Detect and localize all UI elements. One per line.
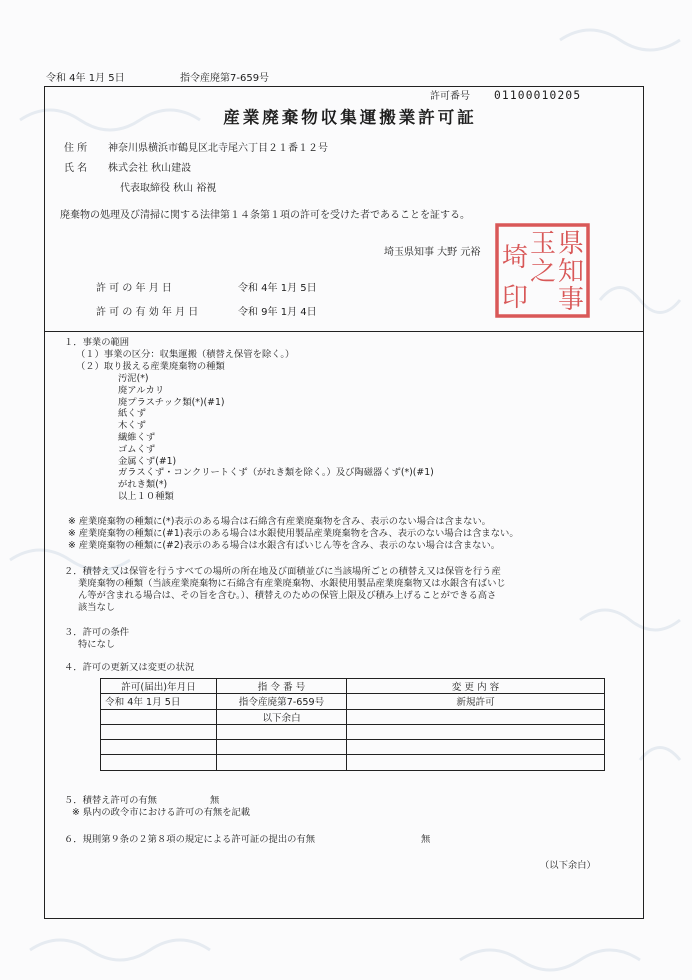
expiry-date-label: 許 可 の 有 効 年 月 日 [96, 307, 199, 318]
column-header: 指 令 番 号 [217, 679, 347, 694]
column-header: 変 更 内 容 [347, 679, 605, 694]
table-row [101, 740, 605, 755]
table-cell: 指令産廃第7-659号 [217, 694, 347, 709]
seal-char-7: 印 [502, 283, 529, 313]
note-mercury-dust: ※ 産業廃棄物の種類に(#2)表示のある場合は水銀含有ばいじん等を含み、表示のない場合は含まない。 [68, 540, 501, 551]
permit-number-label: 許可番号 [430, 91, 470, 102]
note-asbestos: ※ 産業廃棄物の種類に(*)表示のある場合は石綿含有産業廃棄物を含み、表示のない場合は含まない。 [68, 516, 491, 527]
table-cell [347, 740, 605, 755]
waste-type-item: 紙くず [118, 408, 146, 420]
waste-type-item: 金属くず(#1) [118, 455, 177, 467]
waste-types-heading: （２）取り扱える産業廃棄物の種類 [76, 361, 225, 372]
waste-type-item: 廃プラスチック類(*)(#1) [118, 396, 225, 408]
table-header-row [101, 679, 605, 694]
seal-char-3: 事 [558, 285, 585, 315]
representative: 代表取締役 秋山 裕視 [120, 183, 217, 194]
address: 神奈川県横浜市鶴見区北寺尾六丁目２１番１２号 [108, 143, 328, 154]
section-divider [44, 331, 644, 332]
section4-heading: ４．許可の更新又は変更の状況 [64, 662, 195, 673]
waste-type-item: 木くず [118, 420, 146, 432]
table-row [101, 755, 605, 770]
seal-char-4: 玉 [530, 229, 557, 259]
section2-heading: ２．積替え又は保管を行うすべての場所の所在地及び面積並びに当該場所ごとの積替え又は保管を行う産 [64, 566, 501, 577]
waste-types-list [118, 373, 434, 503]
permit-date: 令和 4年 1月 5日 [238, 283, 317, 294]
permit-number: 01100010205 [494, 89, 582, 102]
section6-heading: ６．規則第９条の２第８項の規定による許可証の提出の有無 [64, 834, 316, 845]
table-row [101, 724, 605, 739]
column-header: 許可(届出)年月日 [101, 679, 217, 694]
issuer: 埼玉県知事 大野 元裕 [384, 247, 481, 258]
issue-date: 令和 4年 1月 5日 [46, 73, 125, 84]
section2-line: ん等が含まれる場合は、その旨を含む。）、積替えのための保管上限及び積み上げることができる高さ [78, 590, 497, 601]
table-cell [101, 709, 217, 724]
seal-char-1: 県 [558, 229, 585, 259]
waste-type-item: ガラスくず・コンクリートくず（がれき類を除く。）及び陶磁器くず(*)(#1) [118, 467, 434, 479]
section6-value: 無 [421, 834, 431, 845]
section5-heading: ５．積替え許可の有無 [64, 795, 157, 806]
waste-type-item: 汚泥(*) [118, 373, 149, 384]
section5-note: ※ 県内の政令市における許可の有無を記載 [72, 807, 251, 818]
permit-history-table [100, 678, 605, 771]
waste-type-item: 廃アルカリ [118, 384, 165, 396]
waste-types-total: 以上１０種類 [118, 490, 174, 502]
section1-heading: １．事業の範囲 [64, 337, 130, 348]
table-cell [217, 755, 347, 770]
section3-value: 特になし [78, 639, 116, 650]
section2-line: 業廃棄物の種類（当該産業廃棄物に石綿含有産業廃棄物、水銀使用製品産業廃棄物又は水銀含有ばいじ [78, 578, 506, 589]
table-cell [347, 755, 605, 770]
table-cell [347, 709, 605, 724]
table-cell [217, 740, 347, 755]
section5-value: 無 [210, 795, 220, 806]
certification-statement: 廃棄物の処理及び清掃に関する法律第１４条第１項の許可を受けた者であることを証する。 [60, 210, 470, 221]
name-label: 氏 名 [64, 163, 88, 174]
table-cell [347, 724, 605, 739]
waste-type-item: 繊維くず [118, 431, 156, 443]
waste-type-item: ゴムくず [118, 443, 156, 455]
table-cell [101, 724, 217, 739]
seal-char-5: 之 [530, 257, 557, 287]
end-marker: （以下余白） [540, 860, 596, 871]
section2-value: 該当なし [78, 602, 116, 613]
table-row [101, 709, 605, 724]
section3-heading: ３．許可の条件 [64, 627, 130, 638]
waste-type-item: がれき類(*) [118, 479, 168, 491]
company-name: 株式会社 秋山建設 [108, 163, 192, 174]
expiry-date: 令和 9年 1月 4日 [238, 307, 317, 318]
document-title: 産業廃棄物収集運搬業許可証 [223, 108, 477, 127]
table-cell: 以下余白 [217, 709, 347, 724]
note-mercury-products: ※ 産業廃棄物の種類に(#1)表示のある場合は水銀使用製品産業廃棄物を含み、表示のない場合は含まない。 [68, 528, 519, 539]
business-classification: （１）事業の区分：収集運搬（積替え保管を除く。） [76, 349, 295, 360]
table-cell: 新規許可 [347, 694, 605, 709]
table-cell [101, 755, 217, 770]
permit-date-label: 許 可 の 年 月 日 [96, 283, 172, 294]
table-cell: 令和 4年 1月 5日 [101, 694, 217, 709]
table-cell [101, 740, 217, 755]
address-label: 住 所 [64, 143, 88, 154]
table-row [101, 694, 605, 709]
seal-char-2: 知 [558, 257, 585, 287]
table-cell [217, 724, 347, 739]
official-seal [494, 222, 591, 319]
document-number: 指令産廃第7-659号 [180, 73, 270, 84]
seal-char-6: 埼 [502, 243, 529, 273]
